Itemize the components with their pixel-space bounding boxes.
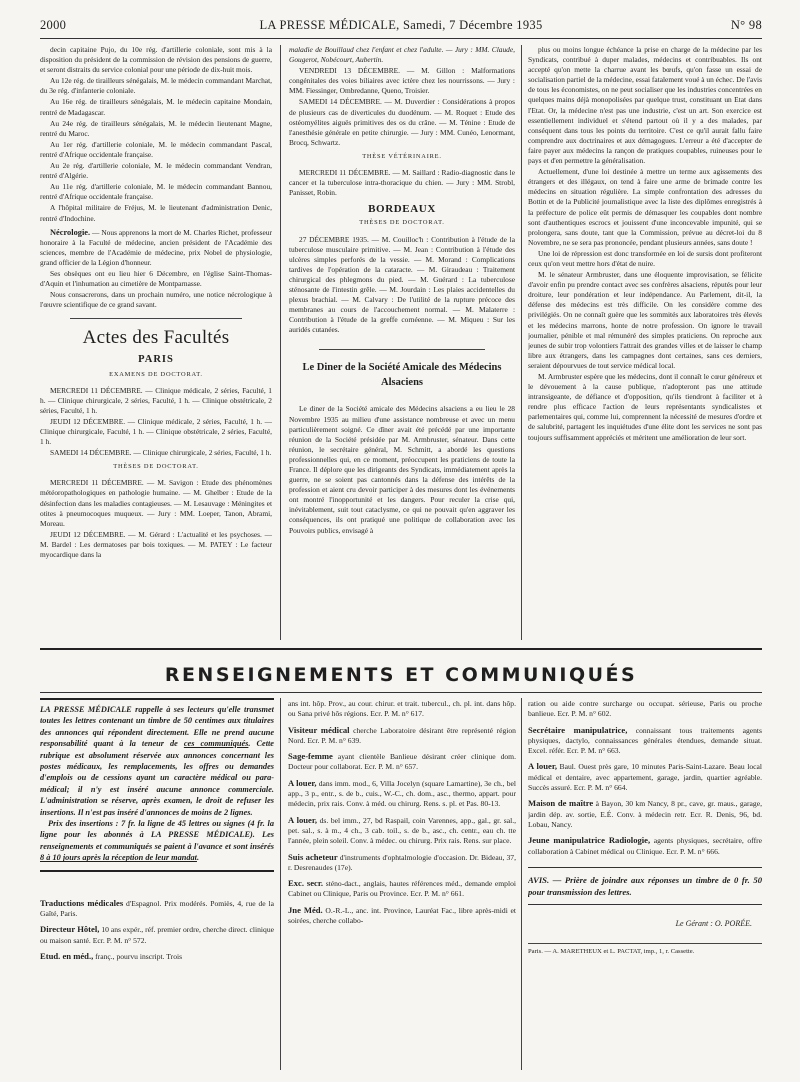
- ad-keyword: Jne Méd.: [288, 904, 323, 915]
- ad-text: d'instruments d'ophtalmologie d'occasion. Dr. Bideau, 37, r. Desrenaudes (17e).: [288, 852, 516, 872]
- diner-text: Le diner de la Société amicale des Médecins alsaciens a eu lieu le 28 Novembre 1935 au milieu d'une assistance nombreuse et avec un menu particulièrement soigné. Ce dîner avait été précédé par une importante réunion de la Société présidée par M. Armbruster, sénateur. Dans cette réunion, le secrétaire général, M. Schmitt, a abordé les questions professionnelles qui, en ce moment, préoccupent les praticiens de toute la France. Il déplore que les dirigeants des Syndicats, immédiatement après la guerre, ne se soient pas cantonnés dans la défense des intérêts de la profession et aient cru devoir participer à des mesures dont les événements ont montré l'inopportunité et les dangers. Pour reculer la crise qui, inévitablement, suit tout cataclysme, ce qui ne pouvait qu'en aggraver les conséquences, ils ont pratiqué une politique de collaboration avec les Pouvoirs publics, envisagé à: [289, 404, 515, 535]
- printer-line: Paris. — A. MARETHEUX et L. PACTAT, imp., 1, r. Cassette.: [528, 943, 762, 957]
- paragraph: Une loi de répression est donc transformée en loi de sursis dont profiteront ceux qu'on veut mettre hors d'état de nuire.: [528, 248, 762, 268]
- section-rule: [40, 648, 762, 650]
- diner-continued: [528, 45, 762, 443]
- paragraph: MERCREDI 11 DÉCEMBRE. — Clinique médicale, 2 séries, Faculté, 1 h. — Clinique chirurgicale, 2 séries, Faculté, 1 h. — Clinique obstétricale, 2 séries, Faculté, 1 h.: [40, 385, 272, 415]
- classified-ad: [528, 761, 762, 793]
- classified-ad: [288, 751, 516, 773]
- ad-text: ration ou aide contre surcharge ou occupat. sérieuse, Paris ou proche banlieue. Ecr. P. M. n° 602.: [528, 699, 762, 719]
- ad-text: ds. bel imm., 27, bd Raspail, coin Varennes, app., gal., gr. sal., pet. sal., s. à m., 4 ch., 3 cab. toil., s. de b., asc., ch. centr., eau ch. tte l'année, plein soleil. Conv. à médec. ou chirurg. Prix rais. Rens. sur place.: [288, 815, 516, 846]
- ads-list-2: [288, 698, 516, 926]
- journal-title: LA PRESSE MÉDICALE, Samedi, 7 Décembre 1935: [259, 18, 543, 32]
- thesis-samedi: SAMEDI 14 DÉCEMBRE. — M. Duverdier : Considérations à propos de plusieurs cas de diverticules du duodénum. — M. Roquet : Etude des ostéomyélites aiguës primitives des os du crâne. — M. Ténine : Etude de l'anesthésie générale en petite chirurgie. — Jury : MM. Cunéo, Lenormant, Brocq, Schwartz.: [289, 97, 515, 147]
- ad-keyword: Jeune manipulatrice Radiologie,: [528, 835, 651, 846]
- thesis-mercredi: MERCREDI 11 DÉCEMBRE. — M. Saillard : Radio-diagnostic dans le cancer et la tuberculose intra-thoracique du chien. — Jury : MM. Strobl, Panisset, Robin.: [289, 168, 515, 198]
- ads-list-1: [40, 898, 274, 962]
- issue-number: N° 98: [730, 18, 762, 32]
- necrology-notice: Nous consacrerons, dans un prochain numéro, une notice nécrologique à l'œuvre scientifique de ce grand savant.: [40, 290, 272, 310]
- paragraph: JEUDI 12 DÉCEMBRE. — M. Gérard : L'actualité et les psychoses. — M. Bardel : Les dermatoses par bois toxiques. — M. PATEY : Le facteur myocardique dans la: [40, 529, 272, 560]
- classified-ad: [288, 778, 516, 810]
- bordeaux-heading: BORDEAUX: [368, 203, 436, 216]
- classified-ad: [288, 725, 516, 747]
- ad-keyword: Etud. en méd.,: [40, 950, 94, 961]
- classified-ad: [40, 898, 274, 920]
- ad-text: Baul. Ouest près gare, 10 minutes Paris-Saint-Lazare. Beau local médical et dentaire, avec appartement, garage, jardin, quartier agréable. Succès assuré. Ecr. P. M. n° 664.: [528, 762, 762, 793]
- ad-keyword: A louer,: [528, 761, 557, 772]
- classified-ad: [40, 924, 274, 946]
- paragraph: Actuellement, d'une loi destinée à mettre un terme aux agissements des étrangers et des illégaux, on tend à faire une arme de brimade contre les médecins en situation régulière. La simple confrontation des adresses du Bottin et de la Publicité journalistique avec la liste des diplômes enregistrés à la préfecture de police eût permis de démasquer les coupables dont nombre sont d'authentiques escrocs et jouissent d'une inconcevable impunité, qui se prolongera, sans doute, tant que la Commission, prévue au décret-loi du 8 Novembre, ne se sera pas prononcée, pendant plusieurs années, sans doute !: [528, 167, 762, 247]
- ad-keyword: Directeur Hôtel,: [40, 924, 100, 935]
- classified-ad: [288, 852, 516, 874]
- bordeaux-subheading: THÈSES DE DOCTORAT.: [359, 219, 445, 227]
- paragraph: decin capitaine Pujo, du 10e rég. d'artillerie coloniale, sont mis à la disposition du président de la commission de révision des pensions de guerre, et seront distraits du service colonial pour une période de dix-huit mois.: [40, 45, 272, 75]
- column-2: [289, 45, 515, 640]
- diner-title: Le Diner de la Société Amicale des Médecins Alsaciens: [302, 362, 502, 389]
- ad-text: dans imm. mod., 6, Villa Jocelyn (square Lamartine), 3e ch., bel app., 3 p., entr., s. de b., cuis., W.-C., ch. dom., asc., thermo, appart. pour médecin, prix rais. Conv. à méd. ou chirurg. Rens. s. pl. et Pas. 80-13.: [288, 778, 516, 809]
- theses-subheading: THÈSES DE DOCTORAT.: [113, 463, 199, 471]
- necrology-paragraph: [40, 228, 272, 268]
- ad-keyword: A louer,: [288, 814, 318, 825]
- ads-column-1: [40, 698, 274, 1070]
- classified-ad: [40, 951, 274, 962]
- notice-box: LA PRESSE MÉDICALE rappelle à ses lecteurs qu'elle transmet toutes les lettres contenant un timbre de 50 centimes aux titulaires des annonces qui répondent directement. Elle ne prend aucune responsabilité quant à la teneur de ces communiqués. Cette rubrique est absolument réservée aux annonces concernant les postes médicaux, les remplacements, les offres ou demandes d'emplois ou de cessions ayant un caractère médical ou para-médical; il n'y est inséré aucune annonce commerciale. L'administration se réserve, après examen, le droit de refuser les insertions. Il n'est pas inséré d'annonces de moins de 2 lignes. Prix des insertions : 7 fr. la ligne de 45 lettres ou signes (4 fr. la ligne pour les abonnés à LA PRESSE MÉDICALE). Les renseignements et communiqués se paient à l'avance et sont insérés 8 à 10 jours après la réception de leur mandat.: [40, 698, 274, 872]
- thesis-continued: maladie de Bouillaud chez l'enfant et chez l'adulte. — Jury : MM. Claude, Gougerot, Nobécourt, Aubertin.: [289, 45, 515, 65]
- ad-text: connaissant tous traitements agents physiques, dactylo, connaissances générales étendues, demande situat. Excel. référ. Ecr. P. M. n° 663.: [528, 725, 762, 756]
- thesis-vendredi: VENDREDI 13 DÉCEMBRE. — M. Gillon : Malformations congénitales des voies biliaires avec ictère chez les nourrissons. — Jury : MM. Fiessinger, Ombredanne, Queno, Troisier.: [289, 66, 515, 96]
- section-divider: [70, 318, 242, 319]
- paragraph: SAMEDI 14 DÉCEMBRE. — Clinique chirurgicale, 2 séries, Faculté, 1 h.: [50, 448, 272, 458]
- classified-ad: [528, 725, 762, 757]
- section-divider: [319, 349, 485, 350]
- ad-keyword: A louer,: [288, 777, 317, 788]
- ad-keyword: Exc. secr.: [288, 878, 324, 889]
- column-divider: [280, 698, 281, 1070]
- paragraph: Au 1er rég. d'artillerie coloniale, M. le médecin commandant Pascal, rentré d'Afrique occidentale française.: [40, 139, 272, 159]
- paragraph: Au 2e rég. d'artillerie coloniale, M. le médecin commandant Vendran, rentré d'Algérie.: [40, 161, 272, 181]
- classified-ad: [288, 905, 516, 927]
- page-number: 2000: [40, 18, 67, 32]
- ad-text: ayant clientèle Banlieue désirant créer clinique dom. Docteur pour collaborat. Ecr. P. M. n° 657.: [288, 752, 516, 772]
- ad-text: O.-R.-L., anc. int. Province, Lauréat Fac., libre après-midi et soirées, cherche collabo-: [288, 905, 516, 926]
- ad-text: 10 ans expér., réf. premier ordre, cherche direct. clinique ou maison santé. Ecr. P. M. n° 572.: [40, 925, 274, 945]
- paragraph: Au 16e rég. de tirailleurs sénégalais, M. le médecin capitaine Mondain, rentré de Madagascar.: [40, 97, 272, 117]
- column-divider: [521, 698, 522, 1070]
- necrology-text: — Nous apprenons la mort de M. Charles Richet, professeur honoraire à la Faculté de médecine, ancien président de l'Académie des sciences, membre de l'Académie de médecine, prix Nobel de physiologie, grand officier de la Légion d'honneur.: [40, 227, 272, 267]
- classified-ad: [288, 878, 516, 900]
- paragraph: A l'hôpital militaire de Fréjus, M. le lieutenant d'administration Denic, rentré d'Indochine.: [40, 203, 272, 223]
- paragraph: M. le sénateur Armbruster, dans une éloquente improvisation, se félicite d'avoir enfin pu prendre contact avec ses confrères alsaciens, réputés pour leur droiture, leur pondération et leur indépendance. Au Parlement, dit-il, la défense des médecins est très difficile. On les considère comme des privilégiés. On ne connaît guère que les sommités aux laboratoires très élevés et les médecins marrons, honte de notre profession. On ignore le travail journalier, pénible et mal rémunéré des simples praticiens. On reproche aux jeunes de subir trop volontiers l'attrait des grandes villes et de laisser le champ libre aux étrangers, dans les campagnes dont certaines, sans ces derniers, seraient dépourvues de tout service médical local.: [528, 270, 762, 370]
- military-appointments: [40, 45, 272, 224]
- paris-heading: PARIS: [138, 354, 174, 366]
- thesis-list: [40, 478, 272, 560]
- vet-subheading: THÈSE VÉTÉRINAIRE.: [362, 152, 442, 160]
- ad-text: ans int. hôp. Prov., au cour. chirur. et trait. tubercul., ch. pl. int. dans hôp. ou Sana privé hôs régions. Ecr. P. M. n° 617.: [288, 699, 516, 719]
- paragraph: Au 12e rég. de tirailleurs sénégalais, M. le médecin commandant Marchat, du 3e rég. d'infanterie coloniale.: [40, 76, 272, 96]
- ad-keyword: Maison de maître: [528, 798, 594, 809]
- classified-ad: [528, 835, 762, 857]
- ads-list-3: [528, 698, 762, 857]
- column-1: [40, 45, 272, 640]
- ad-keyword: Secrétaire manipulatrice,: [528, 724, 628, 735]
- ad-keyword: Suis acheteur: [288, 851, 338, 862]
- classified-ad: [528, 698, 762, 720]
- column-divider: [280, 45, 281, 640]
- bordeaux-theses: 27 DÉCEMBRE 1935. — M. Couilloc'h : Contribution à l'étude de la tuberculose musculaire primitive. — M. Jean : Contribution à l'étude des ulcères simples perforés de la vessie. — M. Morand : Complications tardives de l'opération de la cataracte. — M. Giraudeau : Traitement chirurgical des phlegmons du pied. — M. Guérard : La tuberculose sténosante de l'intestin grêle. — M. Jourdain : Les plaies accidentelles du plexus brachial. — M. Calvary : De l'utilité de la rupture précoce des membranes au cours de l'accouchement normal. — M. Malaterre : Contribution à l'étude de la greffe cornéenne. — M. Miqueu : Sur les auridés cutanées.: [289, 234, 515, 335]
- classified-ad: [288, 815, 516, 847]
- ad-text: franç., pourvu inscript. Trois: [93, 951, 183, 961]
- gerant-signature: Le Gérant : O. PORÉE.: [675, 918, 752, 928]
- paragraph: M. Armbruster espère que les médecins, dont il connaît le cœur généreux et le dévouement à la cause publique, n'adopteront pas une attitude intransigeante, de défiance et d'opposition, qu'ils tiendront à faciliter et à rendre plus efficace l'action de leurs représentants syndicalistes et parlementaires qui, comme lui, comprennent la nécessité de mesures d'ordre et de salubrité, partagent les inquiétudes d'une élite dont les services ne sont pas toujours suffisamment appréciés et méritent une amélioration de leur sort.: [528, 372, 762, 442]
- avis-notice: AVIS. — Prière de joindre aux réponses un timbre de 0 fr. 50 pour transmission des lettres.: [528, 867, 762, 905]
- classified-ad: [288, 698, 516, 720]
- necrology-label: Nécrologie.: [50, 227, 91, 237]
- ad-text: d'Espagnol. Prix modérés. Pomiès, 4, rue de la Gaîté, Paris.: [40, 898, 274, 918]
- paragraph: MERCREDI 11 DÉCEMBRE. — M. Savigon : Etude des phénomènes météoropathologiques en pathologie humaine. — M. Ghelber : Etude de la désinfection dans les maladies contagieuses. — M. Lesauvage : Méningites et otites à pneumocoques muqueux. — Jury : MM. Loeper, Tanon, Abrami, Moreau.: [40, 478, 272, 528]
- classified-ad: [528, 798, 762, 830]
- paragraph: Au 24e rég. de tirailleurs sénégalais, M. le médecin lieutenant Magne, rentré du Maroc.: [40, 118, 272, 138]
- renseignements-title: RENSEIGNEMENTS ET COMMUNIQUÉS: [164, 664, 638, 686]
- necrology-funeral: Ses obsèques ont eu lieu hier 6 Décembre, en l'église Saint-Thomas-d'Aquin et l'inhumation au cimetière de Montparnasse.: [40, 268, 272, 289]
- actes-title: Actes des Facultés: [82, 327, 230, 349]
- column-divider: [521, 45, 522, 640]
- section-rule: [40, 692, 762, 693]
- header-rule: [40, 38, 762, 39]
- ad-text: à Bayon, 30 km Nancy, 8 pr., cave, gr. maus., garage, jardin dép. av. sortie, E.É. Conv. à médecin retr. Ecr. R. Denis, 96, bd. Lobau, Nancy.: [528, 799, 762, 829]
- exams-subheading: EXAMENS DE DOCTORAT.: [109, 370, 203, 378]
- ad-text: agents physiques, secrétaire, offre collaboration à Cabinet médical ou Clinique. Ecr. P. M. n° 666.: [528, 836, 762, 856]
- paragraph: JEUDI 12 DÉCEMBRE. — Clinique médicale, 2 séries, Faculté, 1 h. — Clinique chirurgicale, Faculté, 1 h. — Clinique obstétricale, 2 séries, Faculté, 1 h.: [40, 416, 272, 447]
- ads-column-3: [528, 698, 762, 1070]
- column-3: [528, 45, 762, 640]
- exam-list: [40, 386, 272, 459]
- paragraph: Au 11e rég. d'artillerie coloniale, M. le médecin commandant Bannou, rentré d'Afrique occidentale française.: [40, 182, 272, 202]
- ad-text: sténo-dact., anglais, hautes références méd., demande emploi Cabinet ou Clinique, Paris ou Province. Ecr. P. M. n° 661.: [288, 879, 516, 899]
- ad-keyword: Sage-femme: [288, 751, 333, 762]
- ad-text: cherche Laboratoire désirant être représenté région Nord. Ecr. P. M. n° 639.: [288, 725, 516, 745]
- ads-column-2: [288, 698, 516, 1070]
- paragraph: plus ou moins longue échéance la prise en charge de la médecine par les Syndicats, contribué à duper malades, médecins et contribuables. Ils ont accepté qu'on mette la charrue avant les bœufs, qu'on fasse un essai de socialisation partiel de la médecine, essai fatalement voué à un échec. De l'avis de tous les économistes, on ne peut socialiser que les industries concentrées en quelques mains déjà monopolisées par quelque trust, constituant un Etat dans l'Etat. Or, la médecine n'est pas une industrie, c'est un art. Son exercice est essentiellement individuel et s'étend partout où il y a des malades, par conséquent dans tous les points du territoire. C'est ce qu'il aurait fallu faire comprendre aux doctrinaires et aux démagogues. L'erreur a été d'accepter de faire payer aux médecins la rançon de pratiques coupables, ruineuses pour le pays et d'en permettre la généralisation.: [528, 45, 762, 166]
- ad-keyword: Traductions médicales: [40, 897, 124, 908]
- ad-keyword: Visiteur médical: [288, 724, 350, 735]
